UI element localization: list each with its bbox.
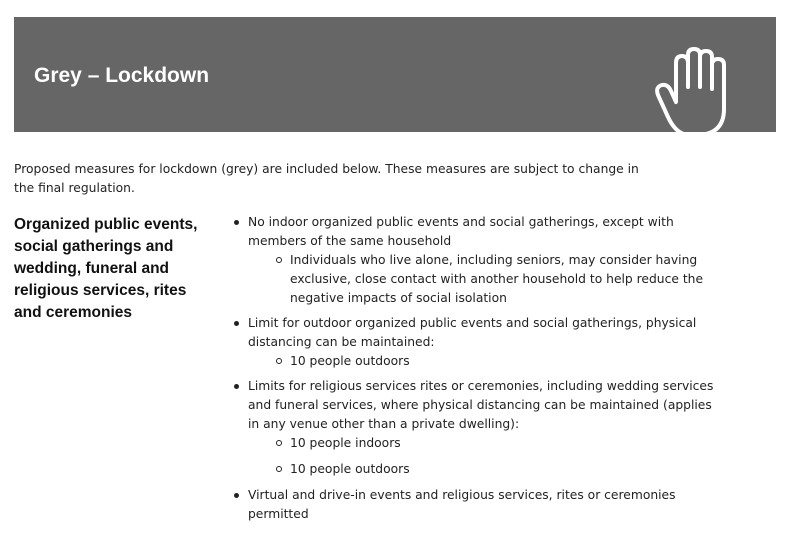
measure-text: Virtual and drive-in events and religious services, rites or ceremonies permitted — [248, 488, 676, 521]
measure-item — [232, 314, 722, 371]
measure-text: Limit for outdoor organized public events and social gatherings, physical distancing can be maintained: — [248, 316, 697, 349]
sub-list — [248, 434, 722, 479]
measure-item — [232, 486, 722, 524]
sub-item: Individuals who live alone, including seniors, may consider having exclusive, close contact with another household to help reduce the negative impacts of social isolation — [248, 251, 722, 308]
intro-text: Proposed measures for lockdown (grey) are included below. These measures are subject to change in the final regulation. — [14, 162, 639, 195]
measure-item — [232, 377, 722, 479]
page-title: Grey – Lockdown — [34, 64, 210, 87]
hand-icon — [652, 47, 732, 139]
measures-list — [232, 213, 722, 530]
header-banner — [14, 17, 776, 132]
measure-item — [232, 213, 722, 308]
sub-list — [248, 352, 722, 371]
sub-item: 10 people outdoors — [248, 460, 722, 479]
sub-item: 10 people indoors — [248, 434, 722, 453]
measure-text: Limits for religious services rites or ceremonies, including wedding services and funeral services, where physical distancing can be maintained (applies in any venue other than a private dwelling): — [248, 379, 714, 431]
sub-list — [248, 251, 722, 308]
measure-text: No indoor organized public events and social gatherings, except with members of the same household — [248, 215, 674, 248]
sub-item: 10 people outdoors — [248, 352, 722, 371]
section-title: Organized public events, social gatherings and wedding, funeral and religious services, rites and ceremonies — [14, 216, 198, 321]
